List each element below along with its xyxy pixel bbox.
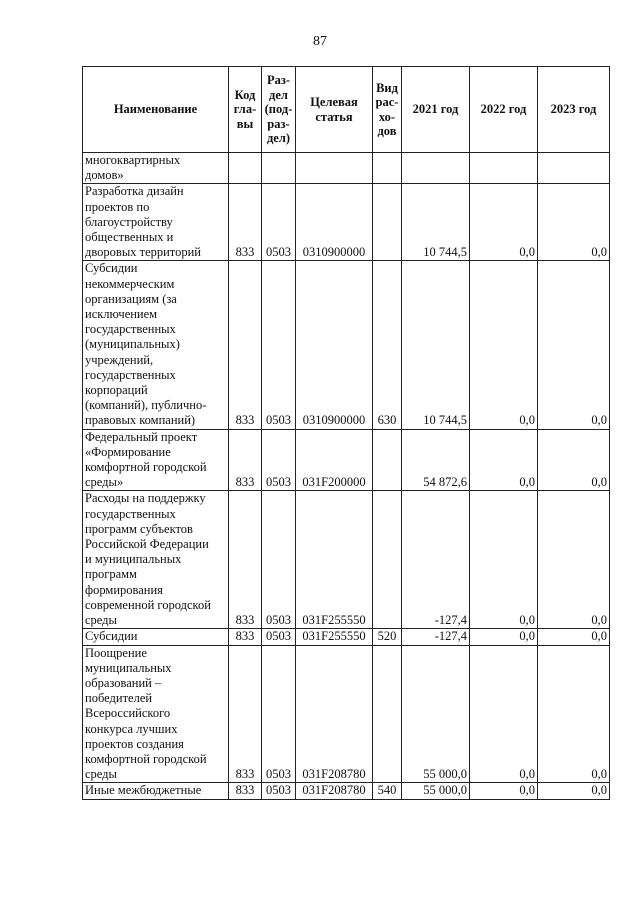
row-name: Поощрение муниципальных образований – победителей Всероссийского конкурса лучших проектов создания комфортной городской среды xyxy=(83,645,229,783)
row-name: Федеральный проект «Формирование комфортной городской среды» xyxy=(83,429,229,491)
row-2023: 0,0 xyxy=(538,429,610,491)
row-code: 833 xyxy=(229,184,262,261)
table-row xyxy=(83,429,610,491)
row-target: 031F208780 xyxy=(296,645,373,783)
row-2022: 0,0 xyxy=(470,429,538,491)
row-2021: 55 000,0 xyxy=(402,645,470,783)
row-2021: 55 000,0 xyxy=(402,783,470,799)
row-2023: 0,0 xyxy=(538,184,610,261)
row-code: 833 xyxy=(229,261,262,429)
header-expense-type: Вид рас- хо- дов xyxy=(373,67,402,153)
row-2022 xyxy=(470,153,538,184)
row-2022: 0,0 xyxy=(470,783,538,799)
budget-table xyxy=(82,66,610,800)
row-name: многоквартирных домов» xyxy=(83,153,229,184)
table-row xyxy=(83,261,610,429)
row-2021 xyxy=(402,153,470,184)
row-expense-type: 540 xyxy=(373,783,402,799)
header-2023: 2023 год xyxy=(538,67,610,153)
row-2023: 0,0 xyxy=(538,629,610,645)
table-row xyxy=(83,153,610,184)
row-2022: 0,0 xyxy=(470,261,538,429)
table-row xyxy=(83,629,610,645)
table-row xyxy=(83,783,610,799)
row-target: 031F208780 xyxy=(296,783,373,799)
row-section: 0503 xyxy=(262,783,296,799)
row-expense-type xyxy=(373,184,402,261)
row-expense-type xyxy=(373,153,402,184)
row-target: 0310900000 xyxy=(296,184,373,261)
row-target: 031F200000 xyxy=(296,429,373,491)
row-2023: 0,0 xyxy=(538,491,610,629)
row-expense-type xyxy=(373,645,402,783)
row-section: 0503 xyxy=(262,261,296,429)
row-name: Расходы на поддержку государственных программ субъектов Российской Федерации и муниципальных программ формирования современной городской среды xyxy=(83,491,229,629)
row-code: 833 xyxy=(229,783,262,799)
row-2023: 0,0 xyxy=(538,645,610,783)
row-expense-type xyxy=(373,429,402,491)
table-row xyxy=(83,184,610,261)
row-2021: 10 744,5 xyxy=(402,261,470,429)
header-2021: 2021 год xyxy=(402,67,470,153)
row-name: Разработка дизайн проектов по благоустройству общественных и дворовых территорий xyxy=(83,184,229,261)
row-target xyxy=(296,153,373,184)
row-2022: 0,0 xyxy=(470,491,538,629)
row-target: 031F255550 xyxy=(296,629,373,645)
row-2022: 0,0 xyxy=(470,184,538,261)
header-2022: 2022 год xyxy=(470,67,538,153)
row-2021: -127,4 xyxy=(402,629,470,645)
row-2023: 0,0 xyxy=(538,261,610,429)
row-section: 0503 xyxy=(262,184,296,261)
row-name: Иные межбюджетные xyxy=(83,783,229,799)
table-header-row xyxy=(83,67,610,153)
row-code: 833 xyxy=(229,429,262,491)
row-section: 0503 xyxy=(262,491,296,629)
row-name: Субсидии xyxy=(83,629,229,645)
row-2023 xyxy=(538,153,610,184)
row-section: 0503 xyxy=(262,629,296,645)
row-2022: 0,0 xyxy=(470,629,538,645)
row-code: 833 xyxy=(229,491,262,629)
row-expense-type: 630 xyxy=(373,261,402,429)
row-section xyxy=(262,153,296,184)
row-code: 833 xyxy=(229,629,262,645)
row-2021: 10 744,5 xyxy=(402,184,470,261)
header-code: Код гла- вы xyxy=(229,67,262,153)
table-row xyxy=(83,645,610,783)
row-name: Субсидии некоммерческим организациям (за исключением государственных (муниципальных) учреждений, государственных корпораций (компаний), публично- правовых компаний) xyxy=(83,261,229,429)
row-expense-type xyxy=(373,491,402,629)
row-2022: 0,0 xyxy=(470,645,538,783)
row-section: 0503 xyxy=(262,645,296,783)
header-target: Целевая статья xyxy=(296,67,373,153)
row-2023: 0,0 xyxy=(538,783,610,799)
row-section: 0503 xyxy=(262,429,296,491)
table-row xyxy=(83,491,610,629)
row-target: 031F255550 xyxy=(296,491,373,629)
row-code: 833 xyxy=(229,645,262,783)
row-2021: -127,4 xyxy=(402,491,470,629)
row-expense-type: 520 xyxy=(373,629,402,645)
header-section: Раз- дел (под- раз- дел) xyxy=(262,67,296,153)
row-code xyxy=(229,153,262,184)
header-name: Наименование xyxy=(83,67,229,153)
row-target: 0310900000 xyxy=(296,261,373,429)
page-number: 87 xyxy=(313,34,327,49)
row-2021: 54 872,6 xyxy=(402,429,470,491)
